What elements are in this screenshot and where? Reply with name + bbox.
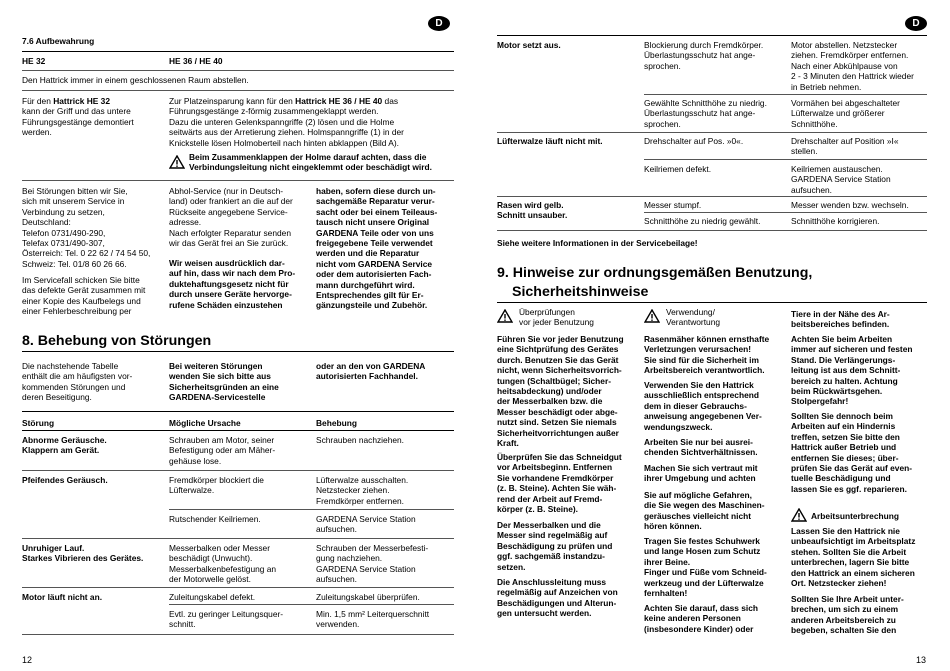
col3-paragraph: Sollten Sie Ihre Arbeit unter- brechen, um sich zu einem anderen Arbeitsbereich zu begeben, schalten Sie den xyxy=(791,594,904,636)
table-row-cause: Blockierung durch Fremdkörper. Überlastungsschutz hat ange- sprochen. xyxy=(644,40,764,71)
divider xyxy=(22,411,454,412)
service-pickup-text: Abhol-Service (nur in Deutsch- land) oder frankiert an die auf der Rückseite angegebene Service- adresse. Nach erfolgter Reparatur senden wir das Gerät frei an Sie zurück. xyxy=(169,186,293,249)
language-badge: D xyxy=(905,16,927,31)
warning-triangle-icon xyxy=(169,155,185,169)
divider xyxy=(169,604,454,605)
table-row-fix: Zuleitungskabel überprüfen. xyxy=(316,592,420,602)
col2-paragraph: Tragen Sie festes Schuhwerk und lange Hosen zum Schutz ihrer Beine. Finger und Füße vom Schneid- werkzeug und der Lüfterwalze fernhalten! xyxy=(644,536,767,599)
divider xyxy=(644,159,927,160)
table-row-fix: GARDENA Service Station aufsuchen. xyxy=(316,514,416,535)
col2-paragraph: Rasenmäher können ernsthafte Verletzungen verursachen! Sie sind für die Sicherheit im Arbeitsbereich verantwortlich. xyxy=(644,334,770,376)
divider xyxy=(644,212,927,213)
divider xyxy=(169,509,454,510)
table-row-cause: Zuleitungskabel defekt. xyxy=(169,592,256,602)
service-note: Siehe weitere Informationen in der Servicebeilage! xyxy=(497,238,698,248)
table-header-cause: Mögliche Ursache xyxy=(169,418,241,428)
divider xyxy=(497,196,927,197)
table-row-cause: Evtl. zu geringer Leitungsquer- schnitt. xyxy=(169,609,284,630)
table-row-fix: Lüfterwalze ausschalten. Netzstecker ziehen. Fremdkörper entfernen. xyxy=(316,475,409,506)
table-row-fault: Abnorme Geräusche. Klappern am Gerät. xyxy=(22,435,107,456)
table-row-fix: Vormähen bei abgeschalteter Lüfterwalze und größerer Schnitthöhe. xyxy=(791,98,900,129)
table-row-fix: Schnitthöhe korrigieren. xyxy=(791,216,880,226)
page-number: 13 xyxy=(916,654,927,665)
col3-paragraph: Lassen Sie den Hattrick nie unbeaufsichtigt im Arbeitsplatz stehen. Sollten Sie die Arbeit unterbrechen, lagern Sie bitte den Hattrick an einem sicheren Ort. Netzstecker ziehen! xyxy=(791,526,916,589)
section-8-intro: Die nachstehende Tabelle enthält die am häufigsten vor- kommenden Störungen und deren Beseitigung. xyxy=(22,361,133,403)
table-row-fault: Rasen wird gelb. Schnitt unsauber. xyxy=(497,200,568,221)
section-8-title: 8. Behebung von Störungen xyxy=(22,333,212,349)
col1-paragraph: Die Anschlussleitung muss regelmäßig auf Anzeichen von Beschädigungen und Alterun- gen untersucht werden. xyxy=(497,577,618,619)
divider xyxy=(22,470,454,471)
divider xyxy=(22,634,454,635)
table-row-cause: Messerbalken oder Messer beschädigt (Unwucht). Messerbalkenbefestigung an der Motorwelle gelöst. xyxy=(169,543,277,585)
table-row-fault: Unruhiger Lauf. Starkes Vibrieren des Gerätes. xyxy=(22,543,144,564)
he3640-text-pre: Zur Platzeinsparung kann für den xyxy=(169,96,296,106)
table-row-cause: Fremdkörper blockiert die Lüfterwalze. xyxy=(169,475,264,496)
service-contact-text: Bei Störungen bitten wir Sie, sich mit unserem Service in Verbindung zu setzen, Deutschland: Telefon 0731/490-290, Telefax 0731/490-307, Österreich: Tel. 0 22 62 / 74 54 50, Schweiz: Tel. 01/8 60 26 66. xyxy=(22,186,151,269)
he3640-paragraph xyxy=(169,96,459,148)
table-row-fix: Messer wenden bzw. wechseln. xyxy=(791,200,909,210)
he32-text-pre: Für den xyxy=(22,96,54,106)
table-row-cause: Gewählte Schnitthöhe zu niedrig. Überlastungsschutz hat ange- sprochen. xyxy=(644,98,767,129)
col3-paragraph: Achten Sie beim Arbeiten immer auf sicheren und festen Stand. Die Verlängerungs- leitung ist aus dem Schnitt- bereich zu halten. Achtung beim Rückwärtsgehen. Stolpergefahr! xyxy=(791,334,913,407)
warning-fold-text: Beim Zusammenklappen der Holme darauf achten, dass die Verbindungsleitung nicht eingeklemmt oder beschädigt wird. xyxy=(189,152,432,173)
table-row-cause: Schrauben am Motor, seiner Befestigung oder am Mäher- gehäuse lose. xyxy=(169,435,276,466)
warning-triangle-icon xyxy=(644,309,660,323)
divider xyxy=(644,94,927,95)
he3640-text-rest: Führungsgestänge z-förmig zusammengeklappt werden. Dazu die unteren Gelenkspanngriffe (2) lösen und die Holme seitwärts aus der Arretierung ziehen. Holmspanngriffe (1) in der Knickstelle lösen Holmoberteil nach hinten abklappen (Bild A). xyxy=(169,106,404,148)
storage-text: Den Hattrick immer in einem geschlossenen Raum abstellen. xyxy=(22,75,249,85)
divider xyxy=(497,302,927,303)
col1-paragraph: Führen Sie vor jeder Benutzung eine Sichtprüfung des Gerätes durch. Benutzen Sie das Gerät nicht, wenn Sicherheitsvorrich- tungen (Schaltbügel; Sicher- heitsabdeckung) und/oder der Messerbalken bzw. die Messer beschädigt oder abge- nutzt sind. Setzen Sie niemals Sicherheitvorrichtungen außer Kraft. xyxy=(497,334,624,449)
language-badge: D xyxy=(428,16,450,31)
table-row-fix: Schrauben nachziehen. xyxy=(316,435,405,445)
section-9-title: 9. Hinweise zur ordnungsgemäßen Benutzung, xyxy=(497,265,813,281)
divider xyxy=(22,587,454,588)
table-row-cause: Rutschender Keilriemen. xyxy=(169,514,261,524)
table-row-cause: Schnitthöhe zu niedrig gewählt. xyxy=(644,216,761,226)
table-row-fix: Keilriemen austauschen. GARDENA Service Station aufsuchen. xyxy=(791,164,891,195)
table-row-fault: Motor läuft nicht an. xyxy=(22,592,103,602)
he32-paragraph xyxy=(22,96,162,138)
he32-heading: HE 32 xyxy=(22,56,46,66)
divider xyxy=(22,180,454,181)
liability-text: Wir weisen ausdrücklich dar- auf hin, dass wir nach dem Pro- duktehaftungsgesetz nicht für durch unsere Geräte hervorge- rufene Schäden einzustehen xyxy=(169,258,296,310)
table-row-cause: Drehschalter auf Pos. »0«. xyxy=(644,136,744,146)
col2-paragraph: Sie auf mögliche Gefahren, die Sie wegen des Maschinen- geräusches vielleicht nicht hören können. xyxy=(644,490,765,532)
col3-heading: Arbeitsunterbrechung xyxy=(811,511,899,521)
he3640-text-bold: Hattrick HE 36 / HE 40 xyxy=(295,96,383,106)
col1-paragraph: Der Messerbalken und die Messer sind regelmäßig auf Beschädigung zu prüfen und ggf. sachgemäß instandzu- setzen. xyxy=(497,520,613,572)
section-7-6-title: 7.6 Aufbewahrung xyxy=(22,36,95,46)
section-8-dealer-note: oder an den von GARDENA autorisierten Fachhandel. xyxy=(316,361,426,382)
table-row-fault: Pfeifendes Geräusch. xyxy=(22,475,108,485)
divider xyxy=(22,90,454,91)
he3640-text-post: das xyxy=(382,96,399,106)
col2-paragraph: Arbeiten Sie nur bei ausrei- chenden Sichtverhältnissen. xyxy=(644,437,758,458)
col2-paragraph: Achten Sie darauf, dass sich keine anderen Personen (insbesondere Kinder) oder xyxy=(644,603,759,634)
divider xyxy=(497,132,927,133)
liability-text-continued: haben, sofern diese durch un- sachgemäße Reparatur verur- sacht oder bei einem Teileaus- tausch nicht unsere Original GARDENA Teile oder von uns freigegebene Teile verwendet werden und die Reparatur nicht vom GARDENA Service oder dem autorisierten Fach- mann durchgeführt wird. Entsprechendes gilt für Er- gänzungsteile und Zubehör. xyxy=(316,186,438,311)
divider xyxy=(22,70,454,71)
he3640-heading: HE 36 / HE 40 xyxy=(169,56,223,66)
service-shipping-text: Im Servicefall schicken Sie bitte das defekte Gerät zusammen mit einer Kopie des Kaufbelegs und einer Fehlerbeschreibung per xyxy=(22,275,146,317)
page-number: 12 xyxy=(22,654,33,665)
table-header-fault: Störung xyxy=(22,418,55,428)
table-row-fix: Min. 1,5 mm² Leiterquerschnitt verwenden. xyxy=(316,609,430,630)
section-9-subtitle: Sicherheitshinweise xyxy=(512,284,649,300)
divider xyxy=(497,35,927,36)
table-header-fix: Behebung xyxy=(316,418,357,428)
divider xyxy=(22,538,454,539)
table-row-cause: Keilriemen defekt. xyxy=(644,164,712,174)
divider xyxy=(497,230,927,231)
section-8-service-note: Bei weiteren Störungen wenden Sie sich bitte aus Sicherheitsgründen an eine GARDENA-Servicestelle xyxy=(169,361,279,403)
col3-paragraph: Sollten Sie dennoch beim Arbeiten auf ein Hindernis treffen, setzen Sie bitte den Hattrick außer Betrieb und entfernen Sie dieses; über- prüfen Sie das Gerät auf even- tuelle Beschädigung und lassen Sie es ggf. reparieren. xyxy=(791,411,913,494)
warning-triangle-icon xyxy=(791,508,807,522)
divider xyxy=(22,430,454,431)
col1-paragraph: Überprüfen Sie das Schneidgut vor Arbeitsbeginn. Entfernen Sie vorhandene Fremdkörper (z. B. Steine). Achten Sie wäh- rend der Arbeit auf Fremd- körper (z. B. Steine). xyxy=(497,452,622,515)
col2-paragraph: Verwenden Sie den Hattrick ausschließlich entsprechend dem in dieser Gebrauchs- anweisung angegebenen Ver- wendungszweck. xyxy=(644,380,762,432)
he32-text-post: kann der Griff und das untere Führungsgestänge demontiert werden. xyxy=(22,106,134,138)
table-row-fix: Schrauben der Messerbefesti- gung nachziehen. GARDENA Service Station aufsuchen. xyxy=(316,543,429,585)
warning-triangle-icon xyxy=(497,309,513,323)
divider xyxy=(22,51,454,52)
table-row-fix: Drehschalter auf Position »I« stellen. xyxy=(791,136,899,157)
table-row-cause: Messer stumpf. xyxy=(644,200,702,210)
divider xyxy=(22,351,454,352)
table-row-fault: Motor setzt aus. xyxy=(497,40,561,50)
col2-paragraph: Machen Sie sich vertraut mit ihrer Umgebung und achten xyxy=(644,463,758,484)
he32-text-bold: Hattrick HE 32 xyxy=(53,96,110,106)
table-row-fault: Lüfterwalze läuft nicht mit. xyxy=(497,136,603,146)
col3-paragraph: Tiere in der Nähe des Ar- beitsbereiches befinden. xyxy=(791,309,890,330)
col1-heading: Überprüfungen vor jeder Benutzung xyxy=(519,307,594,328)
table-row-fix: Motor abstellen. Netzstecker ziehen. Fremdkörper entfernen. Nach einer Abkühlpause von 2 - 3 Minuten den Hattrick wieder in Betrieb nehmen. xyxy=(791,40,914,92)
col2-heading: Verwendung/ Verantwortung xyxy=(666,307,721,328)
